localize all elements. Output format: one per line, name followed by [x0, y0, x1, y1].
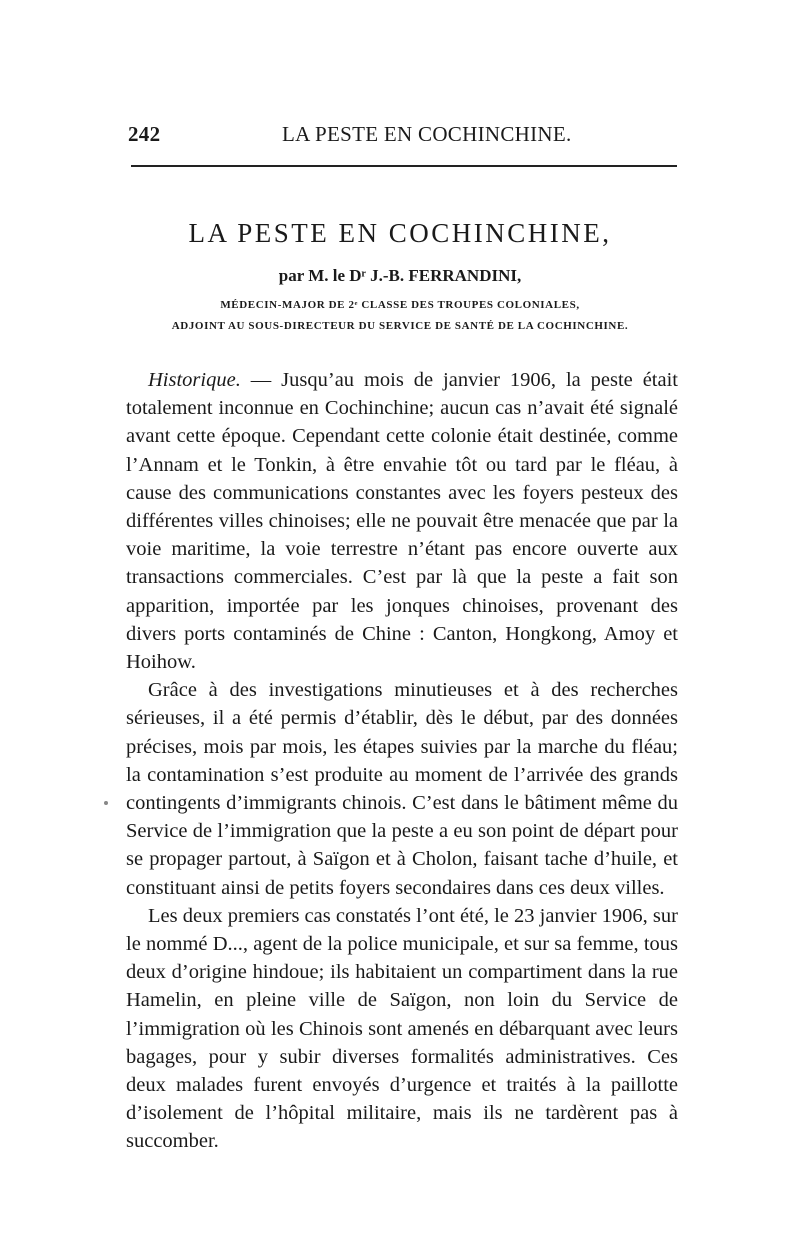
header-rule: [131, 165, 677, 167]
author-affiliation-line-1: MÉDECIN-MAJOR DE 2ᵉ CLASSE DES TROUPES COLONIALES,: [220, 299, 580, 311]
paragraph-2: Grâce à des investigations minutieuses et à des recherches sérieuses, il a été permis d’établir, dès le début, par des données précises, mois par mois, les étapes suivies par la marche du fléau; la contamination s’est produite au moment de l’arrivée des grands contingents d’immigrants chinois. C’est dans le bâtiment même du Service de l’immigration que la peste a eu son point de départ pour se propager partout, à Saïgon et à Cholon, faisant tache d’huile, et constituant ainsi de petits foyers secondaires dans ces deux villes.: [126, 679, 678, 899]
page-number: 242: [128, 122, 161, 146]
article-body: [126, 366, 678, 1156]
paragraph-1-text: — Jusqu’au mois de janvier 1906, la peste était totalement inconnue en Cochinchine; aucun cas n’avait été signalé avant cette époque. Cependant cette colonie était destinée, comme l’Annam et le Tonkin, à être envahie tôt ou tard par le fléau, à cause des communications constantes avec les foyers pesteux des différentes villes chinoises; elle ne pouvait être menacée que par la voie maritime, la voie terrestre n’étant pas encore ouverte aux transactions commerciales. C’est par là que la peste a fait son apparition, importée par les jonques chinoises, provenant des divers ports contaminés de Chine : Canton, Hongkong, Amoy et Hoihow.: [126, 369, 678, 674]
paragraph-3: Les deux premiers cas constatés l’ont été, le 23 janvier 1906, sur le nommé D..., agent de la police municipale, et sur sa femme, tous deux d’origine hindoue; ils habitaient un compartiment dans la rue Hamelin, en pleine ville de Saïgon, non loin du Service de l’immigration où les Chinois sont amenés en débarquant avec leurs bagages, pour y subir diverses formalités administratives. Ces deux malades furent envoyés d’urgence et traités à la paillotte d’isolement de l’hôpital militaire, mais ils ne tardèrent pas à succomber.: [126, 904, 678, 1153]
running-title: LA PESTE EN COCHINCHINE.: [282, 122, 572, 146]
running-head: [128, 122, 678, 152]
author-byline: par M. le Dʳ J.-B. FERRANDINI,: [278, 266, 522, 285]
paragraph-1: [126, 366, 678, 676]
margin-mark: [104, 801, 108, 805]
section-heading: Historique.: [148, 369, 241, 391]
author-affiliation-line-2: ADJOINT AU SOUS-DIRECTEUR DU SERVICE DE SANTÉ DE LA COCHINCHINE.: [171, 320, 629, 332]
article-title: LA PESTE EN COCHINCHINE,: [188, 218, 612, 248]
